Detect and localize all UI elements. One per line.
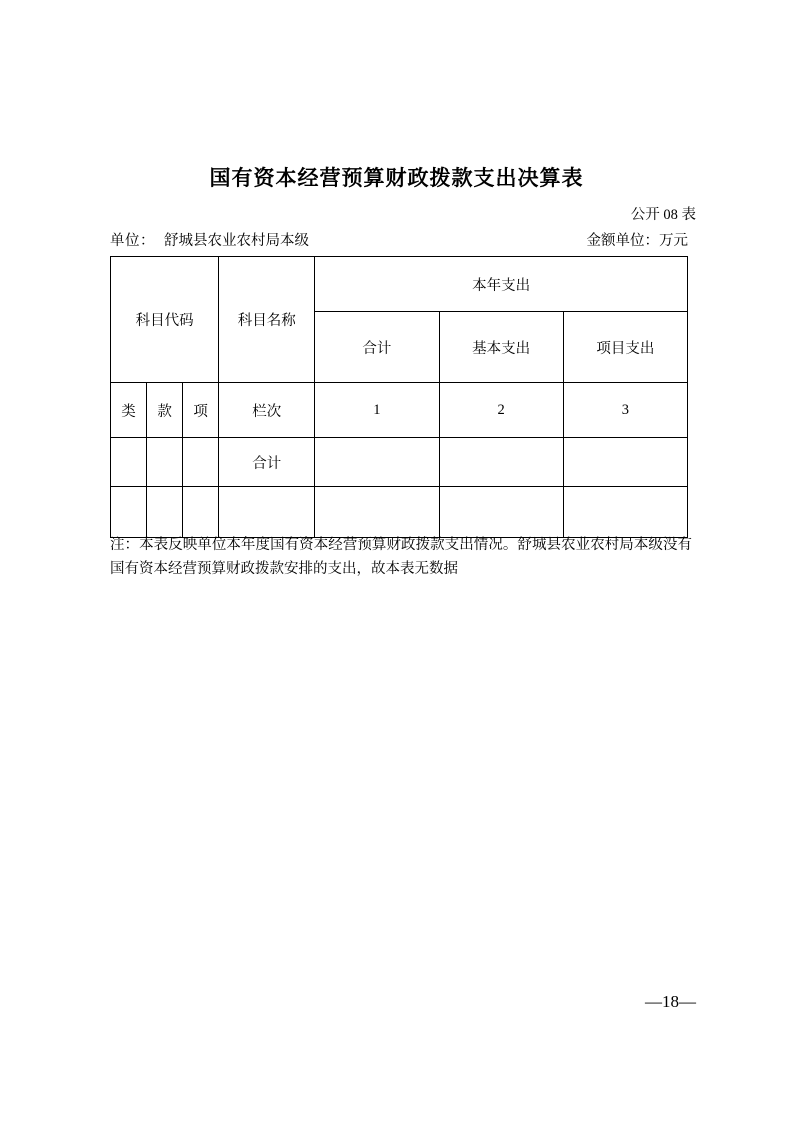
- header-current-year-expenditure: 本年支出: [315, 257, 688, 312]
- unit-info: [110, 229, 309, 250]
- cell-name: [219, 487, 315, 538]
- budget-table: [110, 256, 688, 538]
- cell-class: [111, 438, 147, 487]
- cell-project: [563, 487, 687, 538]
- unit-value: 舒城县农业农村局本级: [164, 233, 309, 249]
- amount-unit: 金额单位：万元: [586, 233, 688, 249]
- column-index-2: 2: [439, 383, 563, 438]
- cell-section: [147, 487, 183, 538]
- header-section: 款: [147, 383, 183, 438]
- table-note: 注：本表反映单位本年度国有资本经营预算财政拨款支出情况。舒城县农业农村局本级没有国有资本经营预算财政拨款安排的支出，故本表无数据: [110, 537, 692, 577]
- table-column-index-row: [111, 383, 688, 438]
- header-class: 类: [111, 383, 147, 438]
- cell-total: [315, 487, 439, 538]
- cell-section: [147, 438, 183, 487]
- header-subject-name: 科目名称: [219, 257, 315, 383]
- cell-name: 合计: [219, 438, 315, 487]
- cell-class: [111, 487, 147, 538]
- cell-item: [183, 487, 219, 538]
- header-total: 合计: [315, 312, 439, 383]
- form-number: 公开 08 表: [630, 207, 696, 223]
- column-index-3: 3: [563, 383, 687, 438]
- header-basic-expenditure: 基本支出: [439, 312, 563, 383]
- table-row: [111, 487, 688, 538]
- header-project-expenditure: 项目支出: [563, 312, 687, 383]
- cell-project: [563, 438, 687, 487]
- cell-total: [315, 438, 439, 487]
- page-title: 国有资本经营预算财政拨款支出决算表: [209, 167, 584, 190]
- header-subject-code: 科目代码: [111, 257, 219, 383]
- table-row: [111, 438, 688, 487]
- header-item: 项: [183, 383, 219, 438]
- column-index-1: 1: [315, 383, 439, 438]
- page-number: —18—: [645, 992, 696, 1011]
- meta-row: [110, 229, 688, 249]
- unit-label: 单位：: [110, 233, 155, 249]
- column-index-label: 栏次: [219, 383, 315, 438]
- cell-item: [183, 438, 219, 487]
- table-header-row-1: [111, 257, 688, 312]
- cell-basic: [439, 487, 563, 538]
- cell-basic: [439, 438, 563, 487]
